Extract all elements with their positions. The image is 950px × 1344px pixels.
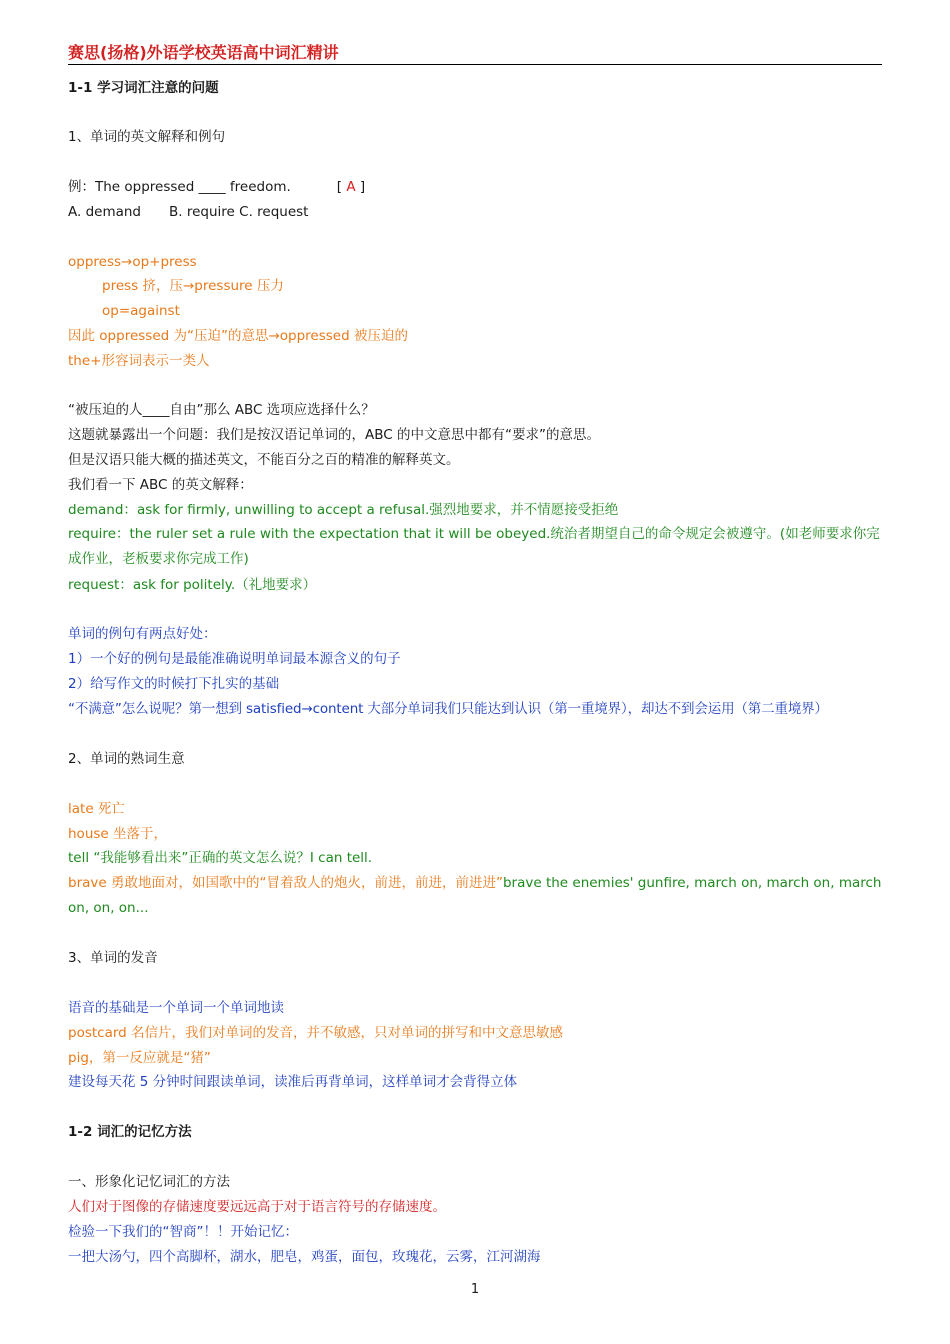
familiar-word-late: late 死亡 bbox=[68, 801, 125, 817]
pronunciation-line-1: 语音的基础是一个单词一个单词地读 bbox=[68, 1000, 284, 1016]
answer-letter: A bbox=[346, 179, 356, 195]
example-text: 例：The oppressed ____ freedom. bbox=[68, 179, 291, 195]
familiar-word-tell: tell “我能够看出来”正确的英文怎么说？I can tell. bbox=[68, 850, 373, 866]
definition-request-label: request： bbox=[68, 577, 133, 593]
benefit-line-3: 2）给写作文的时候打下扎实的基础 bbox=[68, 676, 280, 692]
etymology-line-5: the+形容词表示一类人 bbox=[68, 353, 210, 369]
answer-bracket-open: [ bbox=[336, 179, 347, 195]
section-title-1-1: 1-1 学习词汇注意的问题 bbox=[68, 80, 219, 96]
subsection-title-2: 2、单词的熟词生意 bbox=[68, 751, 185, 767]
benefit-line-2: 1）一个好的例句是最能准确说明单词最本源含义的句子 bbox=[68, 651, 401, 667]
example-sentence bbox=[68, 178, 882, 196]
definition-request bbox=[68, 576, 882, 594]
option-bc: B. require C. request bbox=[169, 204, 309, 220]
answer-bracket-close: ] bbox=[355, 179, 366, 195]
page-number: 1 bbox=[470, 1282, 480, 1297]
question-line-2: 这题就暴露出一个问题：我们是按汉语记单词的，ABC 的中文意思中都有“要求”的意思。 bbox=[68, 427, 600, 443]
definition-demand-text: ask for firmly, unwilling to accept a refusal.强烈地要求，并不情愿接受拒绝 bbox=[136, 502, 619, 518]
definition-require bbox=[68, 522, 882, 572]
definition-demand bbox=[68, 501, 882, 519]
page-header-title: 赛思(扬格)外语学校英语高中词汇精讲 bbox=[68, 43, 882, 65]
option-a: A. demand bbox=[68, 204, 142, 220]
etymology-line-1: oppress→op+press bbox=[68, 254, 197, 270]
section-title-1-2: 1-2 词汇的记忆方法 bbox=[68, 1124, 192, 1140]
pronunciation-line-2: postcard 名信片，我们对单词的发音，并不敏感，只对单词的拼写和中文意思敏感 bbox=[68, 1025, 564, 1041]
familiar-word-brave-label: brave 勇敢地面对，如国歌中的“冒着敌人的炮火，前进，前进，前进进” bbox=[68, 875, 503, 891]
etymology-line-4: 因此 oppressed 为“压迫”的意思→oppressed 被压迫的 bbox=[68, 328, 408, 344]
subsection-title-4: 一、形象化记忆词汇的方法 bbox=[68, 1174, 230, 1190]
etymology-line-3: op=against bbox=[102, 303, 180, 319]
memory-line-2: 检验一下我们的“智商”！！开始记忆： bbox=[68, 1224, 298, 1240]
subsection-title-3: 3、单词的发音 bbox=[68, 950, 158, 966]
definition-require-label: require： bbox=[68, 526, 130, 542]
definition-demand-label: demand： bbox=[68, 502, 137, 518]
definition-require-text: the ruler set a rule with the expectation that it will be obeyed.统治者期望自己的命令规定会被遵守。(如老师要求你完成作业，老板要求你完成工作) bbox=[68, 526, 880, 567]
familiar-word-house: house 坐落于， bbox=[68, 826, 168, 842]
benefit-line-4: “不满意”怎么说呢？第一想到 satisfied→content 大部分单词我们只能达到认识（第一重境界），却达不到会运用（第二重境界） bbox=[68, 701, 828, 717]
subsection-title-1: 1、单词的英文解释和例句 bbox=[68, 129, 226, 145]
question-line-4: 我们看一下 ABC 的英文解释： bbox=[68, 477, 253, 493]
memory-line-3: 一把大汤勺，四个高脚杯，湖水，肥皂，鸡蛋，面包，玫瑰花，云雾，江河湖海 bbox=[68, 1249, 541, 1265]
memory-line-1: 人们对于图像的存储速度要远远高于对于语言符号的存储速度。 bbox=[68, 1199, 446, 1215]
familiar-word-brave bbox=[68, 871, 882, 921]
question-line-3: 但是汉语只能大概的描述英文，不能百分之百的精准的解释英文。 bbox=[68, 452, 460, 468]
benefit-line-1: 单词的例句有两点好处： bbox=[68, 626, 217, 642]
etymology-line-2: press 挤，压→pressure 压力 bbox=[102, 278, 284, 294]
pronunciation-line-4: 建设每天花 5 分钟时间跟读单词，读准后再背单词，这样单词才会背得立体 bbox=[68, 1074, 518, 1090]
familiar-word-brave-text: brave the enemies' gunfire, march on, march on, march on, on, on... bbox=[68, 875, 882, 916]
definition-request-text: ask for politely.（礼地要求） bbox=[132, 577, 317, 593]
pronunciation-line-3: pig，第一反应就是“猪” bbox=[68, 1050, 211, 1066]
question-line-1: “被压迫的人____自由”那么 ABC 选项应选择什么？ bbox=[68, 402, 375, 418]
example-options bbox=[68, 203, 882, 221]
